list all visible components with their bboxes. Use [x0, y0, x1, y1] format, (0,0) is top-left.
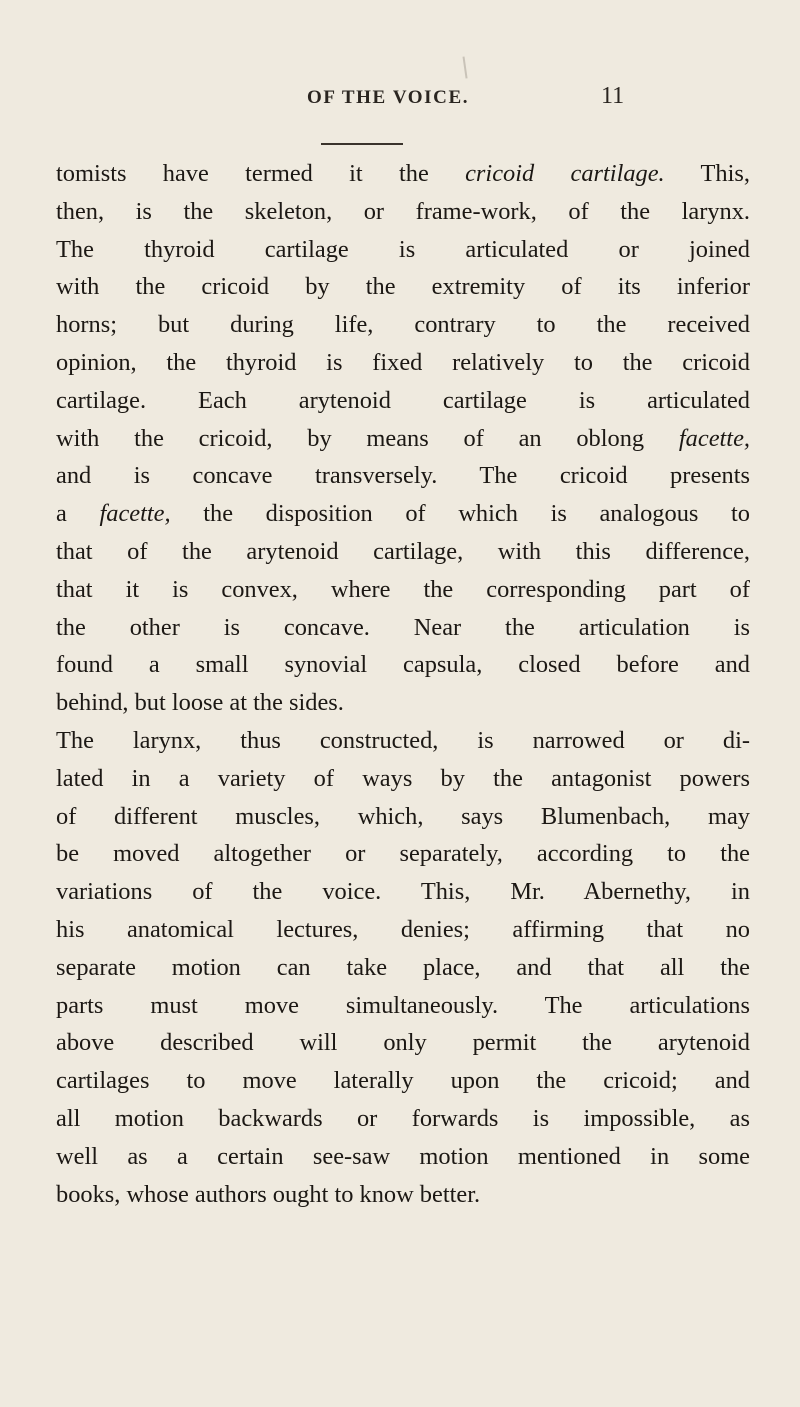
text-line — [56, 987, 750, 1025]
text-segment: variations of the voice. This, Mr. Abernethy, in — [56, 878, 750, 906]
page-header — [0, 78, 800, 118]
text-line — [56, 1100, 750, 1138]
text-line — [56, 495, 750, 533]
text-segment: above described will only permit the arytenoid — [56, 1029, 750, 1057]
text-segment: separate motion can take place, and that all the — [56, 953, 750, 981]
text-line — [56, 155, 750, 193]
text-line — [56, 609, 750, 647]
text-segment: and is concave transversely. The cricoid presents — [56, 462, 750, 490]
text-line — [56, 760, 750, 798]
text-segment: with the cricoid, by means of an oblong — [56, 424, 679, 452]
text-line — [56, 382, 750, 420]
text-line — [56, 231, 750, 269]
text-segment: with the cricoid by the extremity of its inferior — [56, 273, 750, 301]
running-head: OF THE VOICE. — [307, 87, 470, 108]
text-segment: horns; but during life, contrary to the received — [56, 311, 750, 339]
text-line — [56, 1138, 750, 1176]
text-line — [56, 873, 750, 911]
text-line — [56, 1062, 750, 1100]
text-segment: a — [56, 500, 100, 528]
italic-term: cricoid cartilage. — [465, 160, 665, 187]
page-number: 11 — [601, 83, 625, 109]
header-rule — [321, 143, 403, 145]
body-text — [56, 155, 750, 1213]
text-segment: This, — [664, 160, 750, 187]
text-line — [56, 684, 750, 722]
italic-term: facette, — [99, 500, 171, 528]
text-segment: of different muscles, which, says Blumenbach, may — [56, 802, 750, 830]
text-line — [56, 949, 750, 987]
text-segment: the other is concave. Near the articulation is — [56, 613, 750, 641]
text-line — [56, 306, 750, 344]
text-line — [56, 571, 750, 609]
text-line — [56, 911, 750, 949]
text-segment: the disposition of which is analogous to — [170, 500, 750, 528]
text-line — [56, 420, 750, 458]
text-line — [56, 268, 750, 306]
text-segment: lated in a variety of ways by the antagonist powers — [56, 764, 750, 792]
text-line — [56, 1024, 750, 1062]
text-segment: that it is convex, where the corresponding part of — [56, 575, 750, 603]
text-segment: his anatomical lectures, denies; affirming that no — [56, 915, 750, 943]
text-line — [56, 835, 750, 873]
text-line — [56, 1176, 750, 1214]
ink-mark — [463, 55, 475, 78]
text-line — [56, 193, 750, 231]
text-line — [56, 457, 750, 495]
text-segment: The thyroid cartilage is articulated or joined — [56, 235, 750, 263]
text-segment: then, is the skeleton, or frame-work, of the larynx. — [56, 197, 750, 225]
text-segment: cartilage. Each arytenoid cartilage is articulated — [56, 386, 750, 414]
text-segment: that of the arytenoid cartilage, with this difference, — [56, 537, 750, 565]
text-segment: tomists have termed it the — [56, 160, 466, 187]
italic-term: facette, — [678, 424, 750, 452]
text-line — [56, 344, 750, 382]
text-segment: found a small synovial capsula, closed before and — [56, 651, 750, 679]
text-segment: cartilages to move laterally upon the cricoid; and — [56, 1067, 750, 1095]
text-segment: parts must move simultaneously. The articulations — [56, 991, 750, 1019]
text-segment: behind, but loose at the sides. — [56, 689, 344, 717]
text-segment: all motion backwards or forwards is impossible, as — [56, 1104, 750, 1132]
text-segment: books, whose authors ought to know better. — [56, 1180, 481, 1208]
text-line — [56, 533, 750, 571]
text-segment: be moved altogether or separately, according to the — [56, 840, 750, 868]
text-line — [56, 646, 750, 684]
text-segment: well as a certain see-saw motion mentioned in some — [56, 1142, 750, 1170]
text-line — [56, 722, 750, 760]
text-segment: The larynx, thus constructed, is narrowed or di- — [56, 726, 750, 754]
text-line — [56, 798, 750, 836]
text-segment: opinion, the thyroid is fixed relatively to the cricoid — [56, 348, 750, 376]
